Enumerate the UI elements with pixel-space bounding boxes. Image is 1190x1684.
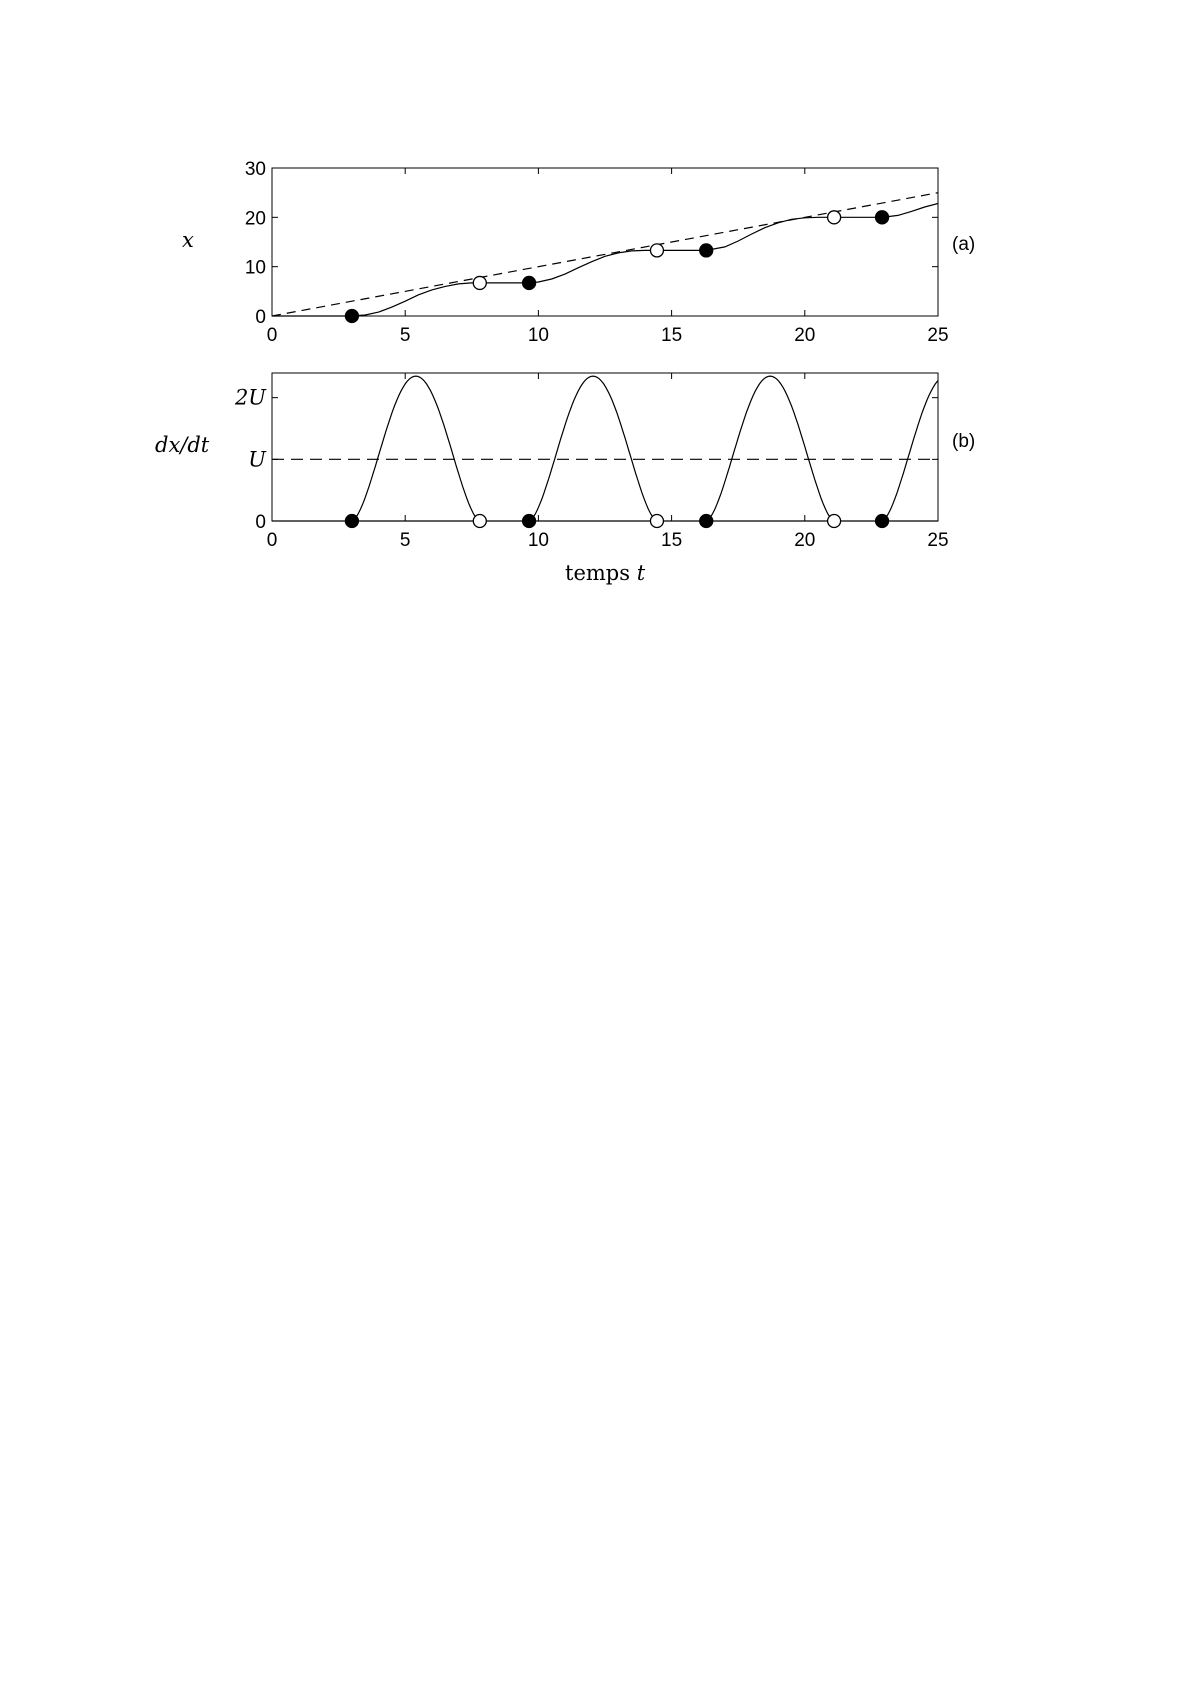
- plot-area: [272, 376, 1010, 521]
- velocity-arch: [352, 376, 480, 521]
- x-tick-label: 5: [399, 325, 411, 346]
- y-tick-label: U: [248, 447, 266, 472]
- open-marker: [473, 515, 486, 528]
- x-tick-label: 25: [927, 325, 949, 346]
- filled-marker: [700, 244, 713, 257]
- panel-a: [182, 159, 975, 346]
- velocity-arch: [882, 376, 1010, 521]
- panel-b-xlabel-var: t: [636, 561, 646, 585]
- y-tick-label: 30: [244, 159, 266, 180]
- y-tick-label: 10: [244, 257, 266, 279]
- velocity-arch: [706, 376, 834, 521]
- x-tick-label: 20: [794, 325, 816, 346]
- filled-marker: [876, 211, 889, 224]
- open-marker: [828, 211, 841, 224]
- open-marker: [473, 276, 486, 289]
- x-tick-label: 15: [661, 325, 683, 346]
- x-tick-label: 0: [266, 530, 278, 551]
- plot-area: [272, 193, 938, 316]
- x-tick-label: 0: [266, 325, 278, 346]
- filled-marker: [345, 310, 358, 323]
- y-tick-label: 2U: [234, 385, 266, 410]
- x-tick-label: 25: [927, 530, 949, 551]
- panel-b-frame: [272, 373, 938, 521]
- filled-marker: [876, 515, 889, 528]
- panel-b-xlabel-text: temps: [565, 561, 637, 585]
- panel-a-frame: [272, 168, 938, 316]
- open-marker: [828, 515, 841, 528]
- x-tick-label: 10: [527, 325, 549, 346]
- open-marker: [650, 515, 663, 528]
- filled-marker: [523, 276, 536, 289]
- panel-a-label: (a): [952, 234, 976, 255]
- filled-marker: [700, 515, 713, 528]
- filled-marker: [523, 515, 536, 528]
- panel-b-xlabel: [565, 561, 646, 585]
- panel-b: [155, 373, 1010, 585]
- open-marker: [650, 244, 663, 257]
- y-tick-label: 0: [255, 512, 266, 533]
- velocity-arch: [529, 376, 657, 521]
- x-tick-label: 10: [527, 530, 549, 551]
- panel-b-label: (b): [952, 431, 976, 452]
- filled-marker: [345, 515, 358, 528]
- x-tick-label: 20: [794, 530, 816, 551]
- panel-b-ylabel: dx/dt: [155, 433, 210, 457]
- y-tick-label: 20: [244, 208, 266, 230]
- x-tick-label: 15: [661, 530, 683, 551]
- y-tick-label: 0: [255, 307, 266, 328]
- mean-trend-line: [272, 193, 938, 316]
- panel-a-ylabel: x: [182, 228, 194, 252]
- x-tick-label: 5: [399, 530, 411, 551]
